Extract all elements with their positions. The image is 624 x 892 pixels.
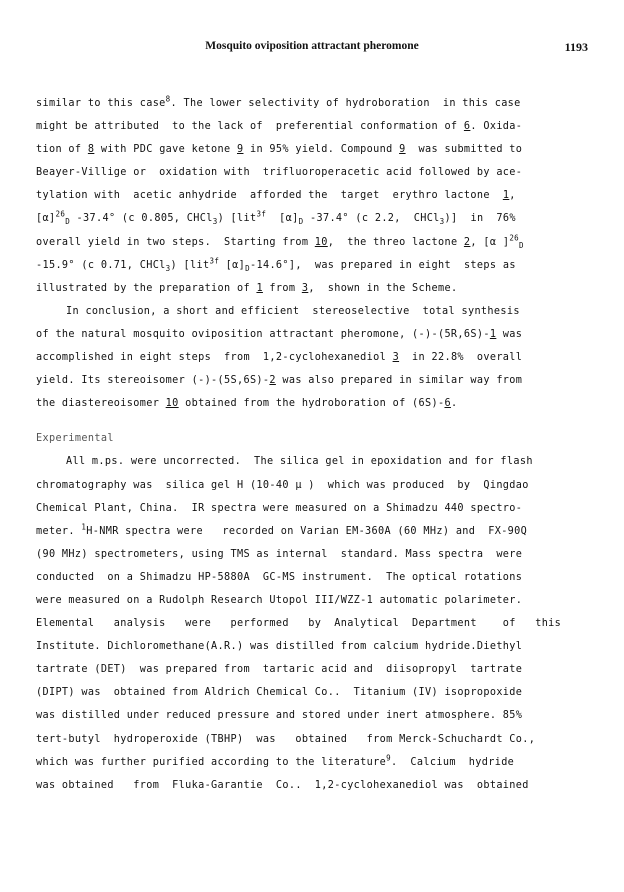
compound-ref: 1 — [256, 282, 263, 294]
text-span: which was further purified according to the literature — [36, 756, 387, 768]
text-span: similar to this case — [36, 98, 166, 109]
text-span: , — [509, 190, 516, 202]
compound-ref: 10 — [314, 236, 328, 248]
text-span: . Calcium hydride — [390, 756, 515, 768]
text-span: the diastereoisomer — [36, 398, 166, 410]
text-line — [36, 450, 586, 473]
text-span: (DIPT) was obtained from Aldrich Chemical Co.. Titanium (IV) isopropoxide — [36, 687, 523, 699]
text-span: -14.6°], was prepared in eight steps as — [250, 259, 516, 271]
text-span: -15.9° (c 0.71, CHCl — [36, 259, 166, 271]
text-span: , shown in the Scheme. — [308, 282, 458, 294]
compound-ref: 1 — [502, 190, 510, 202]
text-span: might be attributed to the lack of preferential conformation of — [36, 121, 464, 133]
text-span: chromatography was silica gel H (10-40 μ ) which was produced by Qingdao — [36, 479, 529, 491]
text-span: Beayer-Villige or oxidation with trifluoroperacetic acid followed by ace- — [36, 167, 523, 179]
text-span: All m.ps. were uncorrected. The silica gel in epoxidation and for flash — [66, 456, 533, 468]
text-span: of the natural mosquito oviposition attractant pheromone, (-)-(5R,6S)- — [36, 328, 490, 340]
text-span: ) [lit — [217, 213, 257, 225]
citation-superscript: 8 — [165, 94, 171, 104]
text-span: accomplished in eight steps from 1,2-cyclohexanediol — [36, 352, 393, 364]
text-span: overall yield in two steps. Starting from — [36, 236, 315, 248]
text-span: [α] — [36, 213, 56, 225]
text-span: illustrated by the preparation of — [36, 282, 257, 294]
text-line — [36, 681, 586, 704]
text-line — [36, 612, 586, 635]
text-span: conducted on a Shimadzu HP-5880A GC-MS instrument. The optical rotations — [36, 571, 523, 583]
text-span: [α] — [266, 213, 299, 225]
compound-ref: 10 — [165, 398, 179, 410]
text-line — [36, 184, 586, 207]
text-span: -37.4° (c 0.805, CHCl — [70, 213, 213, 225]
page-header — [36, 38, 588, 58]
running-title: Mosquito oviposition attractant pheromone — [205, 40, 419, 52]
subscript: D — [519, 240, 524, 250]
text-span: [α] — [219, 259, 246, 271]
text-line — [36, 751, 586, 774]
compound-ref: 6 — [444, 398, 451, 410]
text-line — [36, 138, 586, 161]
text-span: was distilled under reduced pressure and stored under inert atmosphere. 85% — [36, 710, 523, 722]
text-line — [36, 277, 586, 300]
text-line — [36, 115, 586, 138]
text-span: ) [lit — [170, 259, 210, 271]
text-line — [36, 92, 586, 115]
compound-ref: 9 — [237, 144, 244, 156]
citation-superscript: 3f — [256, 210, 267, 220]
text-line — [36, 231, 586, 254]
text-line — [36, 323, 586, 346]
text-span: H-NMR spectra were recorded on Varian EM-360A (60 MHz) and FX-90Q — [86, 525, 528, 537]
text-span: . The lower selectivity of hydroboration in this case — [170, 98, 521, 109]
body-text — [36, 92, 586, 797]
text-span: tylation with acetic anhydride afforded the target erythro lactone — [36, 190, 503, 202]
compound-ref: 3 — [301, 282, 309, 294]
text-span: obtained from the hydroboration of (6S)- — [178, 398, 445, 410]
text-span: with PDC gave ketone — [94, 144, 237, 156]
text-span: was obtained from Fluka-Garantie Co.. 1,2-cyclohexanediol was obtained — [36, 779, 529, 791]
text-line — [36, 254, 586, 277]
text-span: meter. — [36, 525, 82, 537]
subscript: 3 — [439, 217, 445, 227]
compound-ref: 2 — [463, 236, 471, 248]
text-span: in 95% yield. Compound — [243, 144, 400, 156]
text-span: was also prepared in similar way from — [275, 375, 523, 387]
text-span: Chemical Plant, China. IR spectra were measured on a Shimadzu 440 spectro- — [36, 502, 523, 514]
compound-ref: 2 — [269, 375, 276, 387]
text-span: Institute. Dichloromethane(A.R.) was distilled from calcium hydride.Diethyl — [36, 641, 523, 653]
text-line — [36, 300, 586, 323]
text-line — [36, 161, 586, 184]
text-span: was — [496, 328, 523, 340]
section-gap — [36, 415, 586, 427]
text-line — [36, 369, 586, 392]
text-span: )] in 76% — [444, 213, 516, 225]
text-span: Elemental analysis were performed by Analytical Department of this — [36, 618, 562, 630]
text-span: tert-butyl hydroperoxide (TBHP) was obtained from Merck-Schuchardt Co., — [36, 733, 536, 745]
text-line — [36, 658, 586, 681]
text-span: , the threo lactone — [327, 236, 464, 248]
text-span: were measured on a Rudolph Research Utopol III/WZZ-1 automatic polarimeter. — [36, 594, 523, 606]
text-line — [36, 728, 586, 751]
page-number: 1193 — [564, 40, 588, 54]
subscript: D — [65, 217, 71, 227]
compound-ref: 8 — [87, 144, 95, 156]
compound-ref: 9 — [399, 144, 406, 156]
text-span: . Oxida- — [470, 121, 523, 133]
text-line — [36, 497, 586, 520]
subscript: 3 — [165, 263, 171, 273]
text-span: yield. Its stereoisomer (-)-(5S,6S)- — [36, 375, 270, 387]
text-line — [36, 346, 586, 369]
compound-ref: 6 — [463, 121, 471, 133]
text-line — [36, 774, 586, 797]
section-heading: Experimental — [36, 433, 114, 445]
superscript: 1 — [81, 522, 87, 532]
text-span: (90 MHz) spectrometers, using TMS as internal standard. Mass spectra were — [36, 548, 523, 560]
text-span: from — [262, 282, 302, 294]
compound-ref: 1 — [489, 328, 497, 340]
subscript: 3 — [212, 217, 218, 227]
text-line — [36, 474, 586, 497]
text-line — [36, 392, 586, 415]
compound-ref: 3 — [392, 352, 400, 364]
text-span: , [α ] — [470, 236, 510, 248]
citation-superscript: 9 — [386, 753, 391, 763]
text-span: in 22.8% overall — [399, 352, 523, 364]
superscript: 26 — [55, 210, 66, 220]
text-line — [36, 704, 586, 727]
text-line — [36, 520, 586, 543]
text-span: was submitted to — [405, 144, 523, 156]
text-span: tion of — [36, 144, 88, 156]
text-line — [36, 589, 586, 612]
superscript: 26 — [509, 233, 520, 243]
text-span: In conclusion, a short and efficient stereoselective total synthesis — [66, 305, 520, 317]
text-span: -37.4° (c 2.2, CHCl — [303, 213, 440, 225]
text-span: tartrate (DET) was prepared from tartaric acid and diisopropyl tartrate — [36, 664, 523, 676]
citation-superscript: 3f — [209, 256, 220, 266]
text-line — [36, 566, 586, 589]
text-span: . — [450, 398, 458, 410]
subscript: D — [245, 263, 250, 273]
subscript: D — [298, 217, 304, 227]
text-line — [36, 207, 586, 230]
text-line — [36, 543, 586, 566]
text-line — [36, 635, 586, 658]
